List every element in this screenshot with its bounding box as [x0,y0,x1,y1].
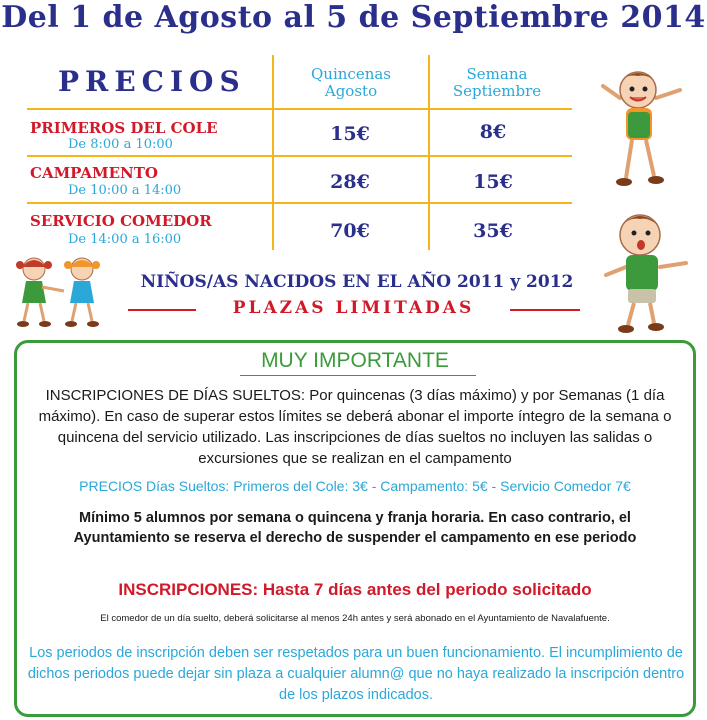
two-girls-icon [12,255,112,330]
price-semana-comedor: 35€ [473,220,513,242]
minimum-students-paragraph: Mínimo 5 alumnos por semana o quincena y franja horaria. En caso contrario, el Ayuntamiento se reserva el derecho de suspender el campamento en ese periodo [73,510,637,546]
service-time-campamento: De 10:00 a 14:00 [68,183,182,198]
price-quincena-primeros: 15€ [330,123,370,145]
price-quincena-comedor: 70€ [330,220,370,242]
registration-deadline: INSCRIPCIONES: Hasta 7 días antes del periodo solicitado [118,580,592,599]
table-divider [27,108,572,110]
canteen-note: El comedor de un día suelto, deberá solicitarse al menos 24h antes y será abonado en el Ayuntamiento de Navalafuente. [100,613,610,624]
important-heading: MUY IMPORTANTE [261,349,449,372]
prices-heading: PRECIOS [58,65,246,98]
eligibility-text: NIÑOS/AS NACIDOS EN EL AÑO 2011 y 2012 [140,272,574,292]
registration-periods-paragraph: Los periodos de inscripción deben ser respetados para un buen funcionamiento. El incumplimiento de dichos periodos puede dejar sin plaza a cualquier alumn@ que no haya realizado la inscripción dentro de los plazos indicados. [27,645,685,703]
single-day-prices: PRECIOS Días Sueltos: Primeros del Cole: 3€ - Campamento: 5€ - Servicio Comedor 7€ [79,478,631,494]
kid-waving-icon [598,68,688,193]
column-header-semana: Semana Septiembre [452,65,542,100]
red-rule-right [510,309,580,311]
page-title: Del 1 de Agosto al 5 de Septiembre 2014 [1,0,706,35]
price-semana-campamento: 15€ [473,171,513,193]
table-divider [27,202,572,204]
price-quincena-campamento: 28€ [330,171,370,193]
column-header-quincenas: Quincenas Agosto [311,65,391,100]
single-days-paragraph: INSCRIPCIONES DE DÍAS SUELTOS: Por quincenas (3 días máximo) y por Semanas (1 día máximo). En caso de superar estos límites se deberá abonar el importe íntegro de la semana o quincena del servicio utilizado. Las inscripciones de días sueltos no incluyen las salidas o excursiones que se realizan en el campamento [38,387,672,467]
table-divider [27,155,572,157]
heading-underline [240,375,476,376]
service-name-comedor: SERVICIO COMEDOR [30,212,212,230]
service-name-primeros: PRIMEROS DEL COLE [30,119,218,137]
service-name-campamento: CAMPAMENTO [30,164,158,182]
table-column-divider [428,55,430,250]
service-time-comedor: De 14:00 a 16:00 [68,232,182,247]
service-time-primeros: De 8:00 a 10:00 [68,137,173,152]
limited-places-text: PLAZAS LIMITADAS [232,298,475,318]
price-semana-primeros: 8€ [479,121,507,143]
table-column-divider [272,55,274,250]
